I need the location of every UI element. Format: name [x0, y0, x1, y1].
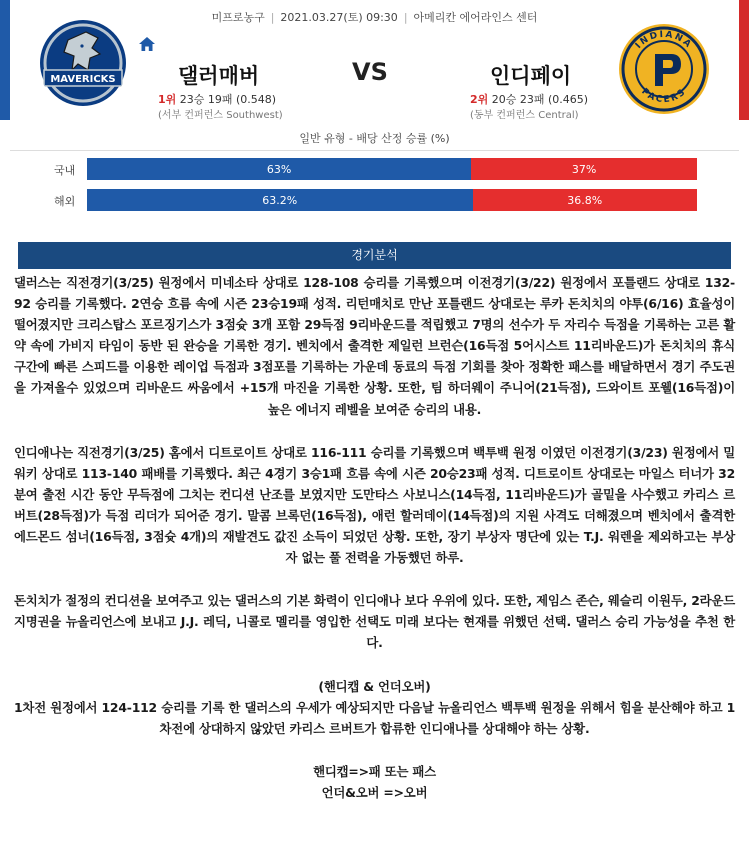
odds-away-segment: 36.8%: [473, 189, 697, 211]
away-rank: 2위: [470, 93, 489, 106]
analysis-paragraph-summary: 돈치치가 절정의 컨디션을 보여주고 있는 댈러스의 기본 화력이 인디애나 보다 우위에 있다. 또한, 제임스 존슨, 웨슬리 이원두, 2라운드 지명권을 뉴올리언스에 보내고 J.J. 레딕, 니콜로 멜리를 영입한 선택도 미래 보다는 현재를 위했던 선택. 댈러스 승리 가능성을 추천 한다.: [14, 593, 735, 651]
analysis-section-header: 경기분석: [18, 242, 731, 269]
odds-away-segment: 37%: [471, 158, 697, 180]
home-team-name: 댈러매버: [178, 64, 260, 88]
indiana-pacers-logo: [617, 22, 711, 116]
odds-home-segment: 63.2%: [87, 189, 473, 211]
home-icon[interactable]: [138, 36, 156, 52]
vs-label: VS: [352, 58, 388, 86]
odds-row-overseas: [10, 186, 739, 214]
dallas-mavericks-logo: [38, 18, 128, 108]
match-meta: 미프로농구 | 2021.03.27(토) 09:30 | 아메리칸 에어라인스 센터: [211, 11, 538, 24]
odds-bar: [87, 158, 697, 180]
odds-divider: [10, 150, 739, 151]
odds-title: 일반 유형 - 배당 산정 승률 (%): [299, 132, 450, 145]
home-record-text: 23승 19패 (0.548): [179, 93, 277, 106]
handicap-title: (핸디캡 & 언더오버): [318, 678, 431, 694]
away-record-text: 20승 23패 (0.465): [491, 93, 589, 106]
home-conference: (서부 컨퍼런스 Southwest): [158, 110, 283, 121]
away-conference: (동부 컨퍼런스 Central): [470, 110, 579, 121]
league-label: 미프로농구: [211, 11, 265, 24]
odds-home-segment: 63%: [87, 158, 471, 180]
away-record: [470, 91, 588, 107]
away-team-name: 인디페이: [490, 64, 572, 88]
analysis-body: [14, 272, 735, 803]
home-rank: 1위: [158, 93, 177, 106]
pick-handicap: 핸디캡=>패 또는 패스: [313, 763, 436, 779]
pick-over-under: 언더&오버 =>오버: [321, 784, 428, 800]
odds-row-label: 국내: [54, 164, 76, 177]
odds-bar: [87, 189, 697, 211]
svg-text:PACERS: PACERS: [639, 86, 689, 106]
home-record: [158, 91, 276, 107]
match-venue: 아메리칸 에어라인스 센터: [413, 11, 538, 24]
odds-row-label: 해외: [54, 195, 76, 208]
analysis-paragraph-handicap: 1차전 원정에서 124-112 승리를 기록 한 댈러스의 우세가 예상되지만 다음날 뉴올리언스 백투백 원정을 위해서 힘을 분산해야 하고 1차전에 상대하지 않았던 카리스 르버트가 합류한 인디애나를 상대해야 하는 상황.: [14, 699, 735, 736]
match-datetime: 2021.03.27(토) 09:30: [280, 11, 398, 24]
odds-row-domestic: [10, 155, 739, 183]
svg-text:INDIANA: INDIANA: [633, 29, 694, 51]
svg-text:MAVERICKS: MAVERICKS: [50, 74, 116, 85]
analysis-paragraph-dallas: 댈러스는 직전경기(3/25) 원정에서 미네소타 상대로 128-108 승리를 기록했으며 이전경기(3/22) 원정에서 포틀랜드 상대로 132-92 승리를 기록했다. 2연승 흐름 속에 시즌 23승19패 성적. 리턴매치로 만난 포틀랜드 상대로는 루카 돈치치의 야투(6/16) 효율성이 떨어졌지만 크리스탑스 포르징기스가 3점슛 3개 포함 29득점 9리바운드를 적립했고 7명의 선수가 두 자리수 득점을 기록하는 고른 활약 속에 가비지 타임이 동반 된 완승을 기록한 경기. 벤치에서 출격한 제일런 브런슨(16득점 5어시스트 11리바운드)가 돈치치의 휴식 구간에 빠른 스피드를 이용한 레이업 득점과 3점포를 기록하는 가운데 동료의 득점 기회를 찾아 정확한 패스를 배달하면서 경기 주도권을 가져올수 있었으며 리바운드 싸움에서 +15개 마진을 기록한 상황. 또한, 팀 하더웨이 주니어(21득점), 드와이트 포웰(16득점)이 높은 에너지 레벨을 보여준 승리의 내용.: [14, 275, 735, 417]
analysis-paragraph-indiana: 인디애나는 직전경기(3/25) 홈에서 디트로이트 상대로 116-111 승리를 기록했으며 백투백 원정 이였던 이전경기(3/23) 원정에서 밀워키 상대로 113-140 패배를 기록했다. 최근 4경기 3승1패 흐름 속에 시즌 20승23패 성적. 디트로이트 상대로는 마일스 터너가 32분여 출전 시간 동안 무득점에 그치는 컨디션 난조를 보였지만 도만타스 사보니스(14득점, 11리바운드)가 골밑을 사수했고 카리스 르버트(28득점)가 득점 리더가 되어준 경기. 말콤 브록던(16득점), 애런 할러데이(14득점)의 지원 사격도 더해졌으며 벤치에서 출격한 에드몬드 섬너(16득점, 3점슛 4개)의 재발견도 값진 소득이 되었던 상황. 또한, 장기 부상자 명단에 있는 T.J. 워렌을 제외하고는 부상자 없는 풀 전력을 가동했던 하루.: [14, 444, 735, 566]
